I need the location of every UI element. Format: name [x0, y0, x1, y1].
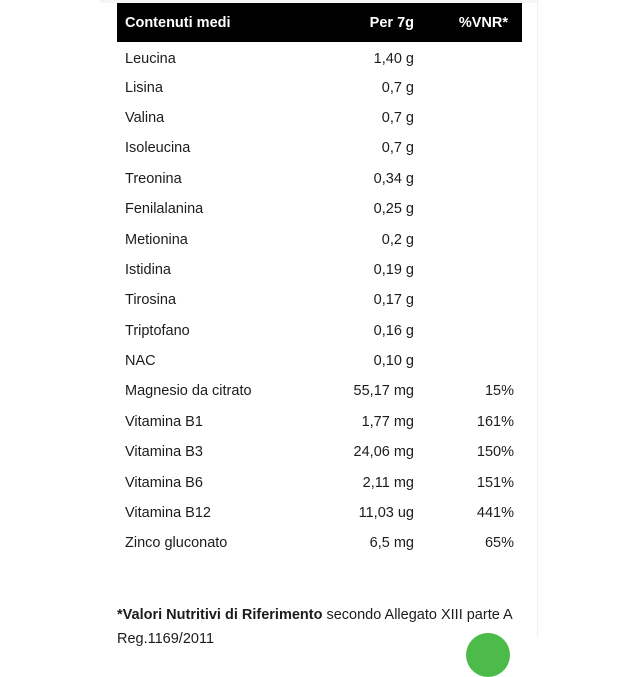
- nutrient-name: Istidina: [125, 261, 171, 278]
- nutrient-vnr: [414, 285, 522, 315]
- nutrient-vnr: 65%: [484, 535, 514, 552]
- nutrient-amount: 11,03 ug: [358, 505, 414, 522]
- nutrient-vnr: [414, 133, 522, 163]
- nutrient-vnr: [414, 164, 522, 194]
- chat-bubble-icon[interactable]: [466, 633, 510, 677]
- footnote-text: secondo Allegato XIII parte A Reg.1169/2011: [117, 606, 512, 647]
- nutrient-name: Triptofano: [125, 322, 190, 339]
- nutrient-name: Leucina: [125, 51, 176, 68]
- nutrient-name: Vitamina B1: [125, 413, 203, 430]
- nutrient-vnr: [414, 346, 522, 376]
- content-border: [537, 0, 538, 638]
- table-row: [117, 528, 522, 558]
- header-contents: Contenuti medi: [125, 14, 231, 31]
- table-row: [117, 498, 522, 528]
- nutrient-vnr: 441%: [476, 505, 514, 522]
- footnote-term: *Valori Nutritivi di Riferimento: [117, 606, 323, 623]
- nutrient-amount: 0,10 g: [373, 353, 414, 370]
- nutrient-amount: 1,40 g: [373, 51, 414, 68]
- nutrient-amount: 0,7 g: [381, 140, 414, 157]
- table-row: [117, 194, 522, 224]
- nutrient-name: NAC: [125, 353, 156, 370]
- nutrient-name: Isoleucina: [125, 140, 191, 157]
- nutrient-vnr: [414, 72, 522, 102]
- table-row: [117, 346, 522, 376]
- table-row: [117, 224, 522, 254]
- nutrient-amount: 6,5 mg: [369, 535, 414, 552]
- nutrient-amount: 0,34 g: [373, 170, 414, 187]
- nutrition-table: [117, 3, 522, 559]
- nutrient-vnr: [414, 42, 522, 72]
- nutrient-amount: 0,7 g: [381, 109, 414, 126]
- vnr-footnote: [117, 603, 527, 651]
- table-row: [117, 255, 522, 285]
- table-row: [117, 467, 522, 497]
- nutrient-amount: 1,77 mg: [361, 413, 414, 430]
- header-vnr: %VNR*: [458, 14, 508, 31]
- table-row: [117, 376, 522, 406]
- nutrient-name: Zinco gluconato: [125, 535, 228, 552]
- nutrient-name: Vitamina B3: [125, 444, 203, 461]
- nutrient-vnr: 161%: [476, 413, 514, 430]
- table-row: [117, 316, 522, 346]
- table-row: [117, 72, 522, 102]
- nutrient-name: Vitamina B6: [125, 474, 203, 491]
- nutrient-vnr: 15%: [484, 383, 514, 400]
- nutrient-name: Tirosina: [125, 292, 177, 309]
- nutrient-amount: 2,11 mg: [362, 474, 414, 491]
- nutrient-amount: 0,7 g: [381, 79, 414, 96]
- nutrient-amount: 0,19 g: [373, 261, 414, 278]
- nutrient-name: Magnesio da citrato: [125, 383, 252, 400]
- nutrient-amount: 0,2 g: [381, 231, 414, 248]
- nutrient-amount: 0,25 g: [373, 201, 414, 218]
- nutrient-vnr: [414, 316, 522, 346]
- table-row: [117, 285, 522, 315]
- table-row: [117, 437, 522, 467]
- nutrient-amount: 0,17 g: [373, 292, 414, 309]
- table-header-row: [117, 3, 522, 42]
- nutrient-name: Vitamina B12: [125, 505, 211, 522]
- table-row: [117, 42, 522, 72]
- table-row: [117, 164, 522, 194]
- table-row: [117, 407, 522, 437]
- header-per-serving: Per 7g: [369, 14, 414, 31]
- nutrient-name: Fenilalanina: [125, 201, 204, 218]
- nutrient-amount: 24,06 mg: [353, 444, 414, 461]
- nutrient-name: Treonina: [125, 170, 182, 187]
- nutrient-amount: 55,17 mg: [353, 383, 414, 400]
- nutrient-name: Valina: [125, 109, 165, 126]
- nutrient-vnr: [414, 103, 522, 133]
- nutrient-vnr: 150%: [476, 444, 514, 461]
- table-body: [117, 42, 522, 559]
- nutrient-name: Lisina: [125, 79, 163, 96]
- nutrient-vnr: [414, 255, 522, 285]
- table-header: [117, 3, 522, 42]
- nutrient-vnr: [414, 194, 522, 224]
- nutrient-vnr: 151%: [476, 474, 514, 491]
- table-row: [117, 103, 522, 133]
- table-row: [117, 133, 522, 163]
- nutrient-amount: 0,16 g: [373, 322, 414, 339]
- nutrient-name: Metionina: [125, 231, 188, 248]
- nutrient-vnr: [414, 224, 522, 254]
